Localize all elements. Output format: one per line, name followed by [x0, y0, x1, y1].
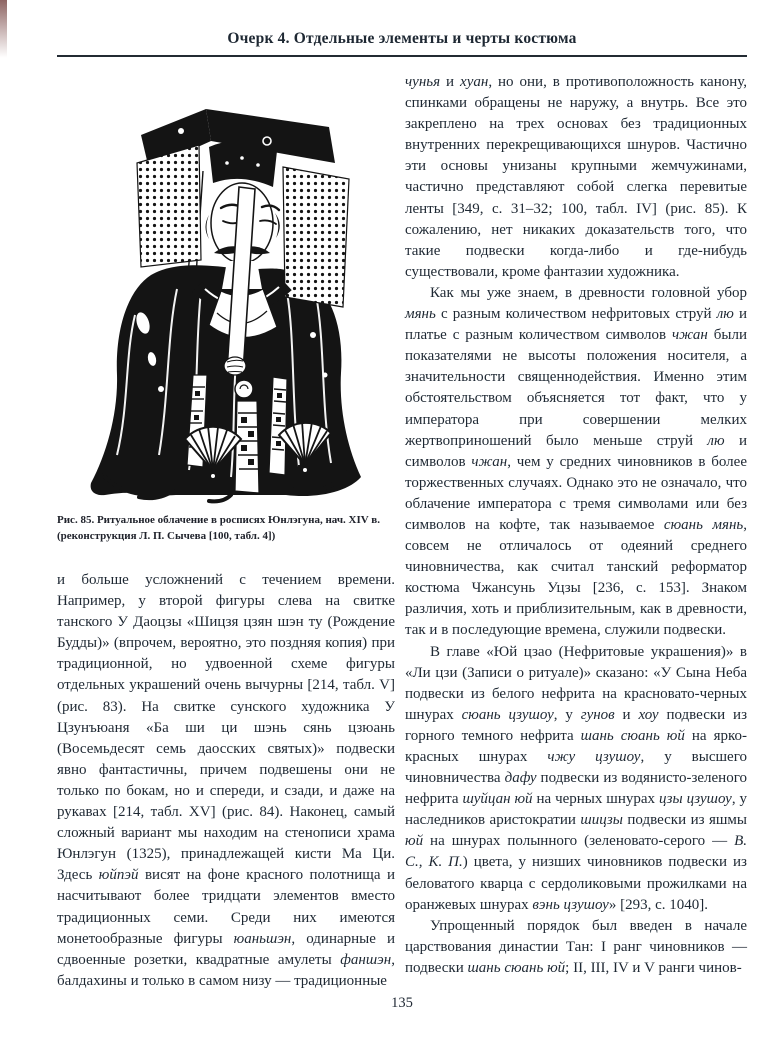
page-body: [57, 72, 747, 992]
header-rule: [57, 55, 747, 57]
paragraph: и больше усложнений с течением времени. Например, у второй фигуры слева на свитке танского У Даоцзы «Шицзя цзян шэн ту (Рождение Будды)» (впрочем, вероятно, это поздняя копия) при традиционной, но удвоенной схеме фигуры отдельных украшений очень вычурны [214, табл. V] (рис. 83). На свитке сунского художника У Цзунъюаня «Ба ши ци шэнь сянь цзюань (Восемьдесят семь даосских святых)» подвески явно фантастичны, причем подвешены они не только по бокам, но и спереди, и сзади, и даже на рукавах [214, табл. XV] (рис. 84). Наконец, самый сложный вариант мы находим на стенописи храма Юнлэгун (1325), принадлежащей кисти Ма Ци. Здесь юйпэй висят на фоне красного полотнища и насчитывают более тридцати элементов вместо традиционных семи. Среди них имеются монетообразные фигуры юаньшэн, одинарные и сдвоенные розетки, квадратные амулеты фаншэн, балдахины и только в самом низу — традиционные: [57, 572, 395, 989]
paragraph: Упрощенный порядок был введен в начале царствования династии Тан: I ранг чиновников — подвески шань сюань юй; II, III, IV и V ранги чинов-: [405, 917, 747, 976]
emperor-illustration-image: [81, 75, 371, 505]
figure-85: [57, 72, 395, 544]
paragraph: чунья и хуан, но они, в противоположность канону, спинками обращены не наружу, а внутрь. Все это закреплено на трех основах без традиционных внутренних перекрещивающихся шнуров. Частично эти основы унизаны крупными жемчужинами, частично представляют собой слегка перевитые ленты [349, с. 31–32; 100, табл. IV] (рис. 85). К сожалению, нет никаких доказательств того, что такие подвески когда-либо и где-нибудь существовали, кроме фантазии художника.: [405, 74, 748, 280]
paragraph: В главе «Юй цзао (Нефритовые украшения)» в «Ли цзи (Записи о ритуале)» сказано: «У Сына Неба подвески из белого нефрита на красновато-черных шнурах сюань цзушоу, у гунов и хоу подвески из горного темного нефрита шань сюань юй на ярко-красных шнурах чжу цзушоу, у высшего чиновничества дафу подвески из водянисто-зеленого нефрита шуйцан юй на черных шнурах цзы цзушоу, у наследников аристократии шицзы подвески из яшмы юй на шнурах полынного (зеленовато-серого — В. С., К. П.) цвета, у низших чиновников подвески из беловатого кварца с сердоликовыми прожилками на оранжевых шнурах вэнь цзушоу» [293, с. 1040].: [405, 643, 748, 913]
left-text-column: [57, 570, 395, 992]
scan-edge-artifact: [0, 0, 7, 64]
left-column: [57, 72, 395, 992]
paragraph: Как мы уже знаем, в древности головной убор мянь с разным количеством нефритовых струй лю и платье с разным количеством символов чжан были показателями не высоты положения носителя, а значительности священнодействия. Именно этим обстоятельством объясняется тот факт, что у императора при совершении мелких жертвоприношений было меньше струй лю и символов чжан, чем у средних чиновников в более торжественных случаях. Однако это не означало, что облачение императора с тремя символами или без символов на кофте, так называемое сюань мянь, совсем не отличалось от одеяний среднего чиновничества, как считал танский реформатор костюма Чжансунь Уцзы [236, с. 153]. Знаком различия, хоть и приблизительным, как в древности, так и в последующие времена, служили подвески.: [405, 284, 747, 639]
running-header: Очерк 4. Отдельные элементы и черты костюма: [227, 30, 577, 47]
page-number: 135: [391, 995, 413, 1011]
figure-caption: Рис. 85. Ритуальное облачение в росписях Юнлэгуна, нач. XIV в. (реконструкция Л. П. Сычева [100, табл. 4]): [57, 514, 380, 542]
right-text-column: [405, 72, 747, 992]
